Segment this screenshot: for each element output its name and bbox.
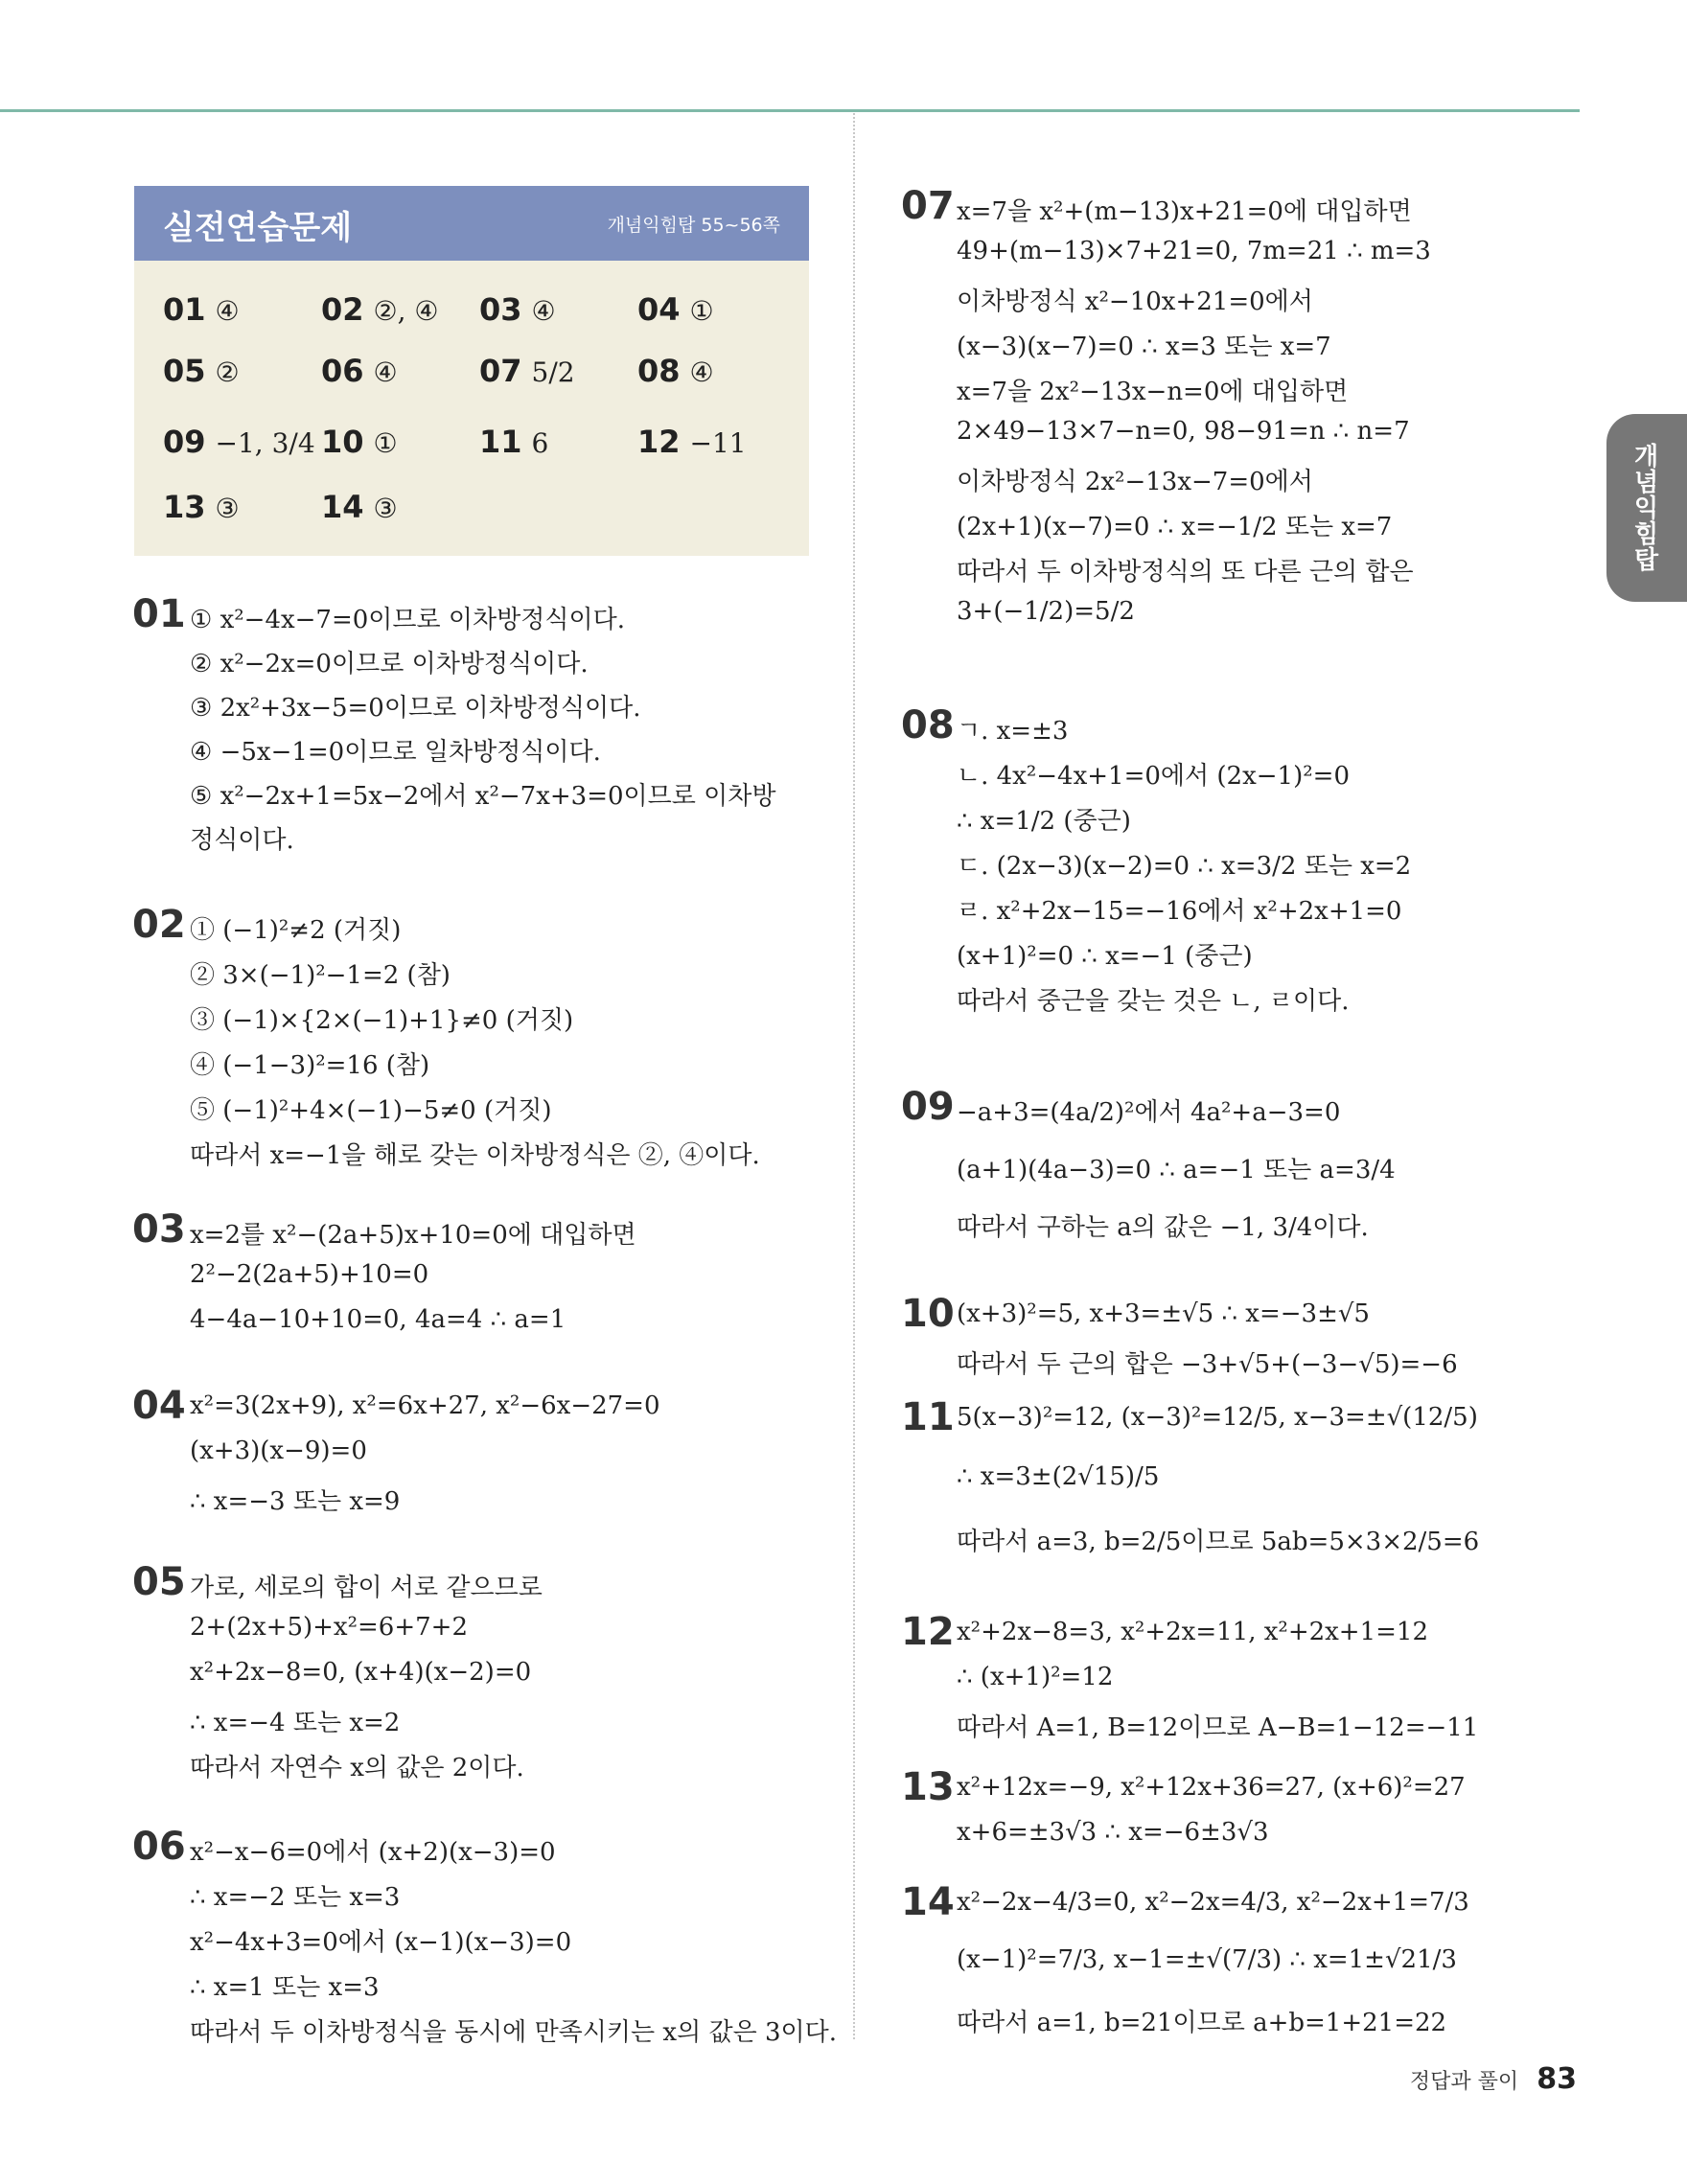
solution-line: 49+(m−13)×7+21=0, 7m=21 ∴ m=3: [957, 237, 1431, 265]
solution-line: x²+12x=−9, x²+12x+36=27, (x+6)²=27: [957, 1773, 1466, 1802]
solution-line: x=2를 x²−(2a+5)x+10=0에 대입하면: [190, 1221, 636, 1250]
answer-value: ④: [689, 356, 714, 388]
footer-text: 정답과 풀이: [1409, 2070, 1519, 2094]
solution-line: (x−3)(x−7)=0 ∴ x=3 또는 x=7: [957, 333, 1331, 361]
solution-line: ④ (−1−3)²=16 (참): [190, 1051, 430, 1080]
answer-value: ②, ④: [373, 295, 439, 327]
solution-line: ∴ x=−3 또는 x=9: [190, 1487, 401, 1516]
solution-number: 09: [901, 1085, 955, 1129]
solution-line: 따라서 두 근의 합은 −3+√5+(−3−√5)=−6: [957, 1350, 1458, 1379]
answer-item: [479, 424, 548, 460]
answer-number: 03: [479, 291, 522, 328]
solution-line: 따라서 구하는 a의 값은 −1, 3/4이다.: [957, 1213, 1369, 1242]
side-tab: [1606, 414, 1687, 602]
solution-line: 이차방정식 2x²−13x−7=0에서: [957, 468, 1313, 496]
solution-line: ① x²−4x−7=0이므로 이차방정식이다.: [190, 606, 625, 634]
solution-line: 가로, 세로의 합이 서로 같으므로: [190, 1574, 543, 1602]
answer-number: 07: [479, 353, 522, 389]
solution-number: 11: [901, 1395, 955, 1439]
answer-grid: [134, 261, 809, 556]
answer-number: 06: [321, 353, 364, 389]
solution-line: (a+1)(4a−3)=0 ∴ a=−1 또는 a=3/4: [957, 1156, 1396, 1184]
answer-number: 10: [321, 424, 364, 460]
solution-line: ③ (−1)×{2×(−1)+1}≠0 (거짓): [190, 1006, 574, 1035]
solution-line: 따라서 자연수 x의 값은 2이다.: [190, 1754, 524, 1782]
answer-number: 11: [479, 424, 522, 460]
solution-number: 01: [132, 592, 186, 636]
answer-number: 14: [321, 489, 364, 525]
answer-value: ①: [373, 427, 398, 459]
solution-line: (x+3)(x−9)=0: [190, 1437, 367, 1465]
answer-item: [321, 291, 439, 328]
solution-line: ② x²−2x=0이므로 이차방정식이다.: [190, 650, 589, 678]
solution-number: 02: [132, 903, 186, 947]
solution-line: 따라서 두 이차방정식을 동시에 만족시키는 x의 값은 3이다.: [190, 2018, 837, 2047]
solution-line: x²−2x−4/3=0, x²−2x=4/3, x²−2x+1=7/3: [957, 1888, 1469, 1917]
answer-item: [637, 291, 714, 328]
solution-line: 4−4a−10+10=0, 4a=4 ∴ a=1: [190, 1305, 566, 1334]
solution-line: (x−1)²=7/3, x−1=±√(7/3) ∴ x=1±√21/3: [957, 1945, 1457, 1974]
answer-value: 6: [531, 427, 549, 459]
solution-line: ㄴ. 4x²−4x+1=0에서 (2x−1)²=0: [957, 762, 1350, 791]
solution-line: x=7을 2x²−13x−n=0에 대입하면: [957, 378, 1349, 406]
answer-value: ③: [215, 493, 240, 524]
answer-value: −1, 3/4: [215, 427, 315, 459]
solution-line: ㄱ. x=±3: [957, 717, 1069, 746]
solution-line: x²=3(2x+9), x²=6x+27, x²−6x−27=0: [190, 1391, 660, 1420]
solution-line: ② 3×(−1)²−1=2 (참): [190, 961, 451, 990]
solution-line: 따라서 두 이차방정식의 또 다른 근의 합은: [957, 558, 1414, 586]
solution-number: 03: [132, 1207, 186, 1252]
solution-line: ∴ x=1/2 (중근): [957, 807, 1131, 836]
solution-number: 10: [901, 1292, 955, 1336]
answer-value: ④: [531, 295, 556, 327]
answer-item: [163, 424, 315, 460]
answer-value: ④: [215, 295, 240, 327]
answer-number: 12: [637, 424, 681, 460]
solution-line: ∴ x=3±(2√15)/5: [957, 1462, 1160, 1491]
answer-item: [637, 353, 714, 389]
answer-value: 5/2: [531, 356, 575, 388]
answer-number: 04: [637, 291, 681, 328]
answer-number: 02: [321, 291, 364, 328]
solution-line: 2×49−13×7−n=0, 98−91=n ∴ n=7: [957, 417, 1410, 446]
solution-line: x=7을 x²+(m−13)x+21=0에 대입하면: [957, 197, 1412, 226]
solution-number: 13: [901, 1765, 955, 1809]
column-divider: [853, 113, 855, 2039]
header-rule: [0, 109, 1580, 112]
solution-number: 06: [132, 1825, 186, 1869]
solution-line: x²+2x−8=3, x²+2x=11, x²+2x+1=12: [957, 1618, 1429, 1646]
solution-line: 따라서 중근을 갖는 것은 ㄴ, ㄹ이다.: [957, 987, 1350, 1016]
answer-item: [163, 489, 240, 525]
answer-value: −11: [689, 427, 747, 459]
side-tab-label: 개념익힘탑: [1629, 443, 1658, 572]
answer-number: 01: [163, 291, 206, 328]
solution-line: x²+2x−8=0, (x+4)(x−2)=0: [190, 1658, 532, 1687]
solution-number: 08: [901, 703, 955, 747]
page-footer: [1410, 2062, 1577, 2096]
solution-line: 3+(−1/2)=5/2: [957, 597, 1135, 626]
answer-number: 05: [163, 353, 206, 389]
solution-line: ∴ x=−2 또는 x=3: [190, 1883, 401, 1912]
answer-value: ②: [215, 356, 240, 388]
answer-number: 09: [163, 424, 206, 460]
answer-number: 13: [163, 489, 206, 525]
solution-line: ① (−1)²≠2 (거짓): [190, 916, 402, 945]
solution-number: 07: [901, 184, 955, 228]
page-number: 83: [1537, 2062, 1577, 2096]
solution-line: ㄷ. (2x−3)(x−2)=0 ∴ x=3/2 또는 x=2: [957, 852, 1412, 881]
practice-box-ref: 개념익힘탑 55~56쪽: [607, 215, 780, 236]
answer-item: [321, 424, 398, 460]
solution-line: x+6=±3√3 ∴ x=−6±3√3: [957, 1818, 1269, 1847]
solution-line: ③ 2x²+3x−5=0이므로 이차방정식이다.: [190, 694, 641, 723]
answer-item: [637, 424, 747, 460]
solution-line: 정식이다.: [190, 826, 294, 855]
answer-value: ③: [373, 493, 398, 524]
solution-line: x²−4x+3=0에서 (x−1)(x−3)=0: [190, 1928, 572, 1957]
answer-item: [321, 489, 398, 525]
answer-value: ④: [373, 356, 398, 388]
solution-number: 14: [901, 1880, 955, 1924]
solution-number: 12: [901, 1610, 955, 1654]
solution-line: (x+1)²=0 ∴ x=−1 (중근): [957, 942, 1253, 971]
answer-item: [479, 353, 575, 389]
solution-line: ∴ (x+1)²=12: [957, 1663, 1114, 1691]
solution-number: 05: [132, 1560, 186, 1604]
solution-line: 따라서 x=−1을 해로 갖는 이차방정식은 ②, ④이다.: [190, 1141, 760, 1170]
solution-line: ⑤ x²−2x+1=5x−2에서 x²−7x+3=0이므로 이차방: [190, 782, 776, 811]
solution-line: ㄹ. x²+2x−15=−16에서 x²+2x+1=0: [957, 897, 1402, 926]
answer-number: 08: [637, 353, 681, 389]
solution-line: 따라서 a=1, b=21이므로 a+b=1+21=22: [957, 2009, 1447, 2037]
practice-box-title: 실전연습문제: [163, 209, 353, 247]
solution-line: ∴ x=1 또는 x=3: [190, 1973, 380, 2002]
answer-item: [163, 291, 240, 328]
practice-box-header: [134, 186, 809, 261]
solution-line: 5(x−3)²=12, (x−3)²=12/5, x−3=±√(12/5): [957, 1403, 1478, 1432]
answer-item: [163, 353, 240, 389]
solution-line: ∴ x=−4 또는 x=2: [190, 1709, 401, 1737]
answer-value: ①: [689, 295, 714, 327]
solution-line: ⑤ (−1)²+4×(−1)−5≠0 (거짓): [190, 1096, 552, 1125]
answer-item: [321, 353, 398, 389]
solution-line: 이차방정식 x²−10x+21=0에서: [957, 287, 1313, 316]
solution-line: x²−x−6=0에서 (x+2)(x−3)=0: [190, 1838, 556, 1867]
solution-line: 따라서 A=1, B=12이므로 A−B=1−12=−11: [957, 1713, 1479, 1742]
answer-item: [479, 291, 556, 328]
solution-line: −a+3=(4a/2)²에서 4a²+a−3=0: [957, 1098, 1341, 1127]
solution-number: 04: [132, 1384, 186, 1428]
solution-line: 2+(2x+5)+x²=6+7+2: [190, 1613, 468, 1642]
solution-line: (2x+1)(x−7)=0 ∴ x=−1/2 또는 x=7: [957, 513, 1393, 541]
solution-line: 따라서 a=3, b=2/5이므로 5ab=5×3×2/5=6: [957, 1528, 1480, 1556]
solution-line: (x+3)²=5, x+3=±√5 ∴ x=−3±√5: [957, 1299, 1370, 1328]
solution-line: 2²−2(2a+5)+10=0: [190, 1260, 429, 1289]
solution-line: ④ −5x−1=0이므로 일차방정식이다.: [190, 738, 601, 767]
